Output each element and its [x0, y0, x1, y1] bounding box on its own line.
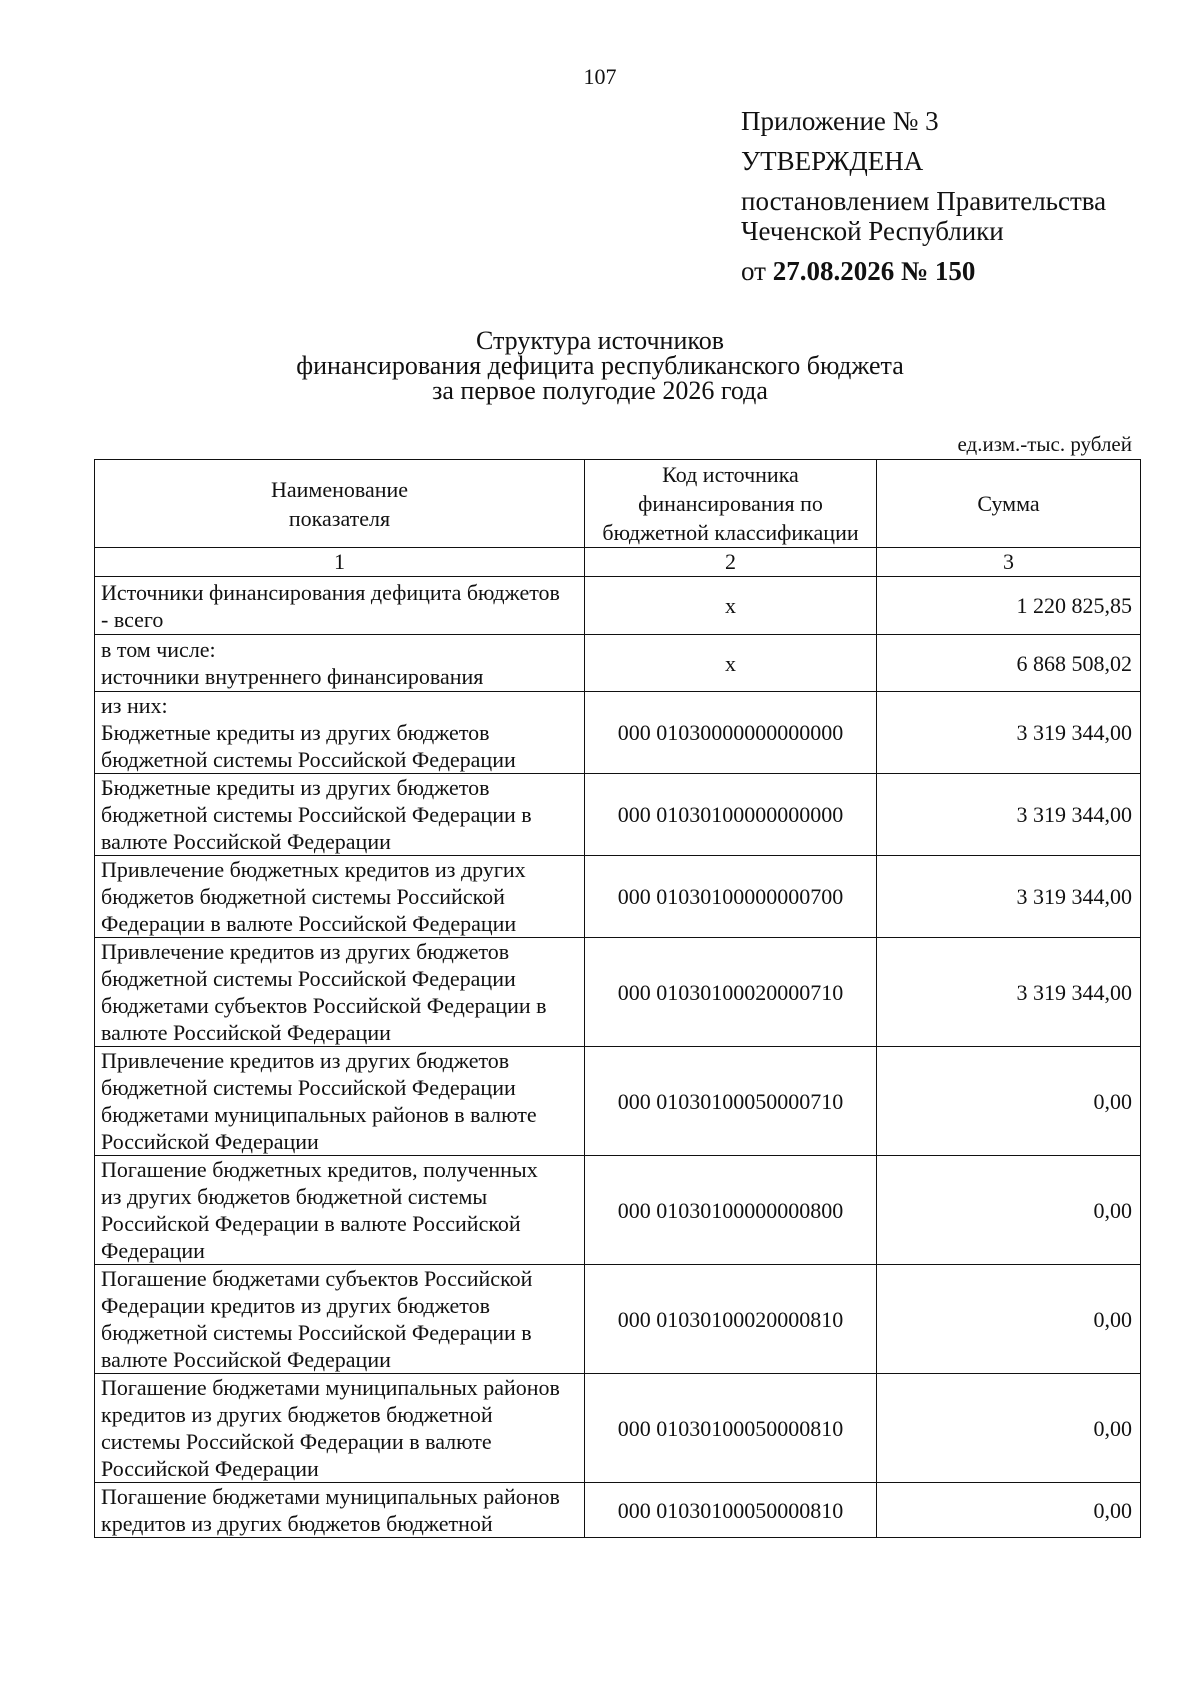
- row-indicator-name: [95, 938, 585, 1047]
- date-value: 27.08.2026 № 150: [772, 256, 976, 286]
- row-indicator-name-text: Погашение бюджетами муниципальных районов кредитов из других бюджетов бюджетной: [101, 1484, 560, 1536]
- row-indicator-name: [95, 635, 585, 692]
- table-row: [95, 1483, 1141, 1538]
- column-number: 1: [95, 548, 585, 577]
- financing-sources-table: [94, 459, 1141, 1538]
- row-amount: 3 319 344,00: [877, 774, 1141, 856]
- row-budget-code: 000 01030100050000810: [585, 1483, 877, 1538]
- row-budget-code: 000 01030100000000000: [585, 774, 877, 856]
- column-number-row: [95, 548, 1141, 577]
- row-amount: 3 319 344,00: [877, 938, 1141, 1047]
- table-header-row: [95, 460, 1141, 548]
- row-indicator-name-text: Погашение бюджетных кредитов, полученных из других бюджетов бюджетной системы Российской Федерации в валюте Российской Федерации: [101, 1157, 538, 1263]
- unit-note: ед.изм.-тыс. рублей: [957, 432, 1132, 456]
- table-row: [95, 1047, 1141, 1156]
- row-indicator-name-text: Бюджетные кредиты из других бюджетов бюджетной системы Российской Федерации в валюте Российской Федерации: [101, 775, 532, 854]
- row-amount: 0,00: [877, 1047, 1141, 1156]
- resolution-line-2: Чеченской Республики: [741, 216, 1004, 246]
- row-indicator-name: [95, 1047, 585, 1156]
- row-indicator-name-text: Привлечение кредитов из других бюджетов бюджетной системы Российской Федерации бюджетами субъектов Российской Федерации в валюте Российской Федерации: [101, 939, 547, 1045]
- resolution-date: [741, 256, 1161, 286]
- row-indicator-name-text: в том числе: источники внутреннего финансирования: [101, 637, 484, 689]
- table-row: [95, 774, 1141, 856]
- column-number: 3: [877, 548, 1141, 577]
- row-amount: 1 220 825,85: [877, 577, 1141, 635]
- annex-label: Приложение № 3: [741, 106, 939, 136]
- row-indicator-name-text: Привлечение кредитов из других бюджетов бюджетной системы Российской Федерации бюджетами муниципальных районов в валюте Российской Федерации: [101, 1048, 537, 1154]
- row-indicator-name-text: из них: Бюджетные кредиты из других бюджетов бюджетной системы Российской Федерации: [101, 693, 516, 772]
- row-amount: 0,00: [877, 1156, 1141, 1265]
- table-row: [95, 856, 1141, 938]
- page-number: 107: [583, 64, 617, 89]
- row-budget-code: х: [585, 635, 877, 692]
- row-budget-code: 000 01030100000000700: [585, 856, 877, 938]
- title-line-2: финансирования дефицита республиканского бюджета: [296, 351, 904, 380]
- table-row: [95, 1156, 1141, 1265]
- row-amount: 6 868 508,02: [877, 635, 1141, 692]
- row-indicator-name: [95, 1374, 585, 1483]
- row-indicator-name: [95, 1156, 585, 1265]
- row-budget-code: 000 01030100000000800: [585, 1156, 877, 1265]
- column-number: 2: [585, 548, 877, 577]
- table-row: [95, 1265, 1141, 1374]
- row-budget-code: 000 01030100050000710: [585, 1047, 877, 1156]
- header-sum: Сумма: [877, 460, 1141, 548]
- header-name: Наименование показателя: [95, 460, 585, 548]
- row-indicator-name: [95, 774, 585, 856]
- row-indicator-name: [95, 856, 585, 938]
- row-amount: 0,00: [877, 1483, 1141, 1538]
- table-row: [95, 635, 1141, 692]
- row-indicator-name: [95, 1265, 585, 1374]
- row-indicator-name-text: Погашение бюджетами субъектов Российской Федерации кредитов из других бюджетов бюджетной системы Российской Федерации в валюте Российской Федерации: [101, 1266, 533, 1372]
- row-indicator-name: [95, 692, 585, 774]
- row-budget-code: 000 01030100020000710: [585, 938, 877, 1047]
- row-budget-code: 000 01030100050000810: [585, 1374, 877, 1483]
- row-indicator-name-text: Источники финансирования дефицита бюджетов - всего: [101, 579, 560, 632]
- header-code: Код источника финансирования по бюджетной классификации: [585, 460, 877, 548]
- row-indicator-name-text: Погашение бюджетами муниципальных районов кредитов из других бюджетов бюджетной системы Российской Федерации в валюте Российской Федерации: [101, 1375, 560, 1481]
- row-indicator-name: [95, 577, 585, 635]
- row-amount: 3 319 344,00: [877, 692, 1141, 774]
- row-amount: 3 319 344,00: [877, 856, 1141, 938]
- title-line-1: Структура источников: [476, 326, 724, 355]
- row-budget-code: 000 01030100020000810: [585, 1265, 877, 1374]
- title-line-3: за первое полугодие 2026 года: [432, 376, 768, 405]
- table-row: [95, 938, 1141, 1047]
- row-budget-code: 000 01030000000000000: [585, 692, 877, 774]
- date-prefix: от: [741, 256, 773, 286]
- row-amount: 0,00: [877, 1374, 1141, 1483]
- row-amount: 0,00: [877, 1265, 1141, 1374]
- table-row: [95, 577, 1141, 635]
- row-indicator-name: [95, 1483, 585, 1538]
- table-row: [95, 1374, 1141, 1483]
- row-indicator-name-text: Привлечение бюджетных кредитов из других бюджетов бюджетной системы Российской Федерации в валюте Российской Федерации: [101, 857, 526, 936]
- resolution-line-1: постановлением Правительства: [741, 186, 1107, 216]
- document-title: [0, 328, 1200, 403]
- approved-label: УТВЕРЖДЕНА: [741, 146, 924, 176]
- row-budget-code: х: [585, 577, 877, 635]
- approval-block: [741, 106, 1161, 286]
- table-row: [95, 692, 1141, 774]
